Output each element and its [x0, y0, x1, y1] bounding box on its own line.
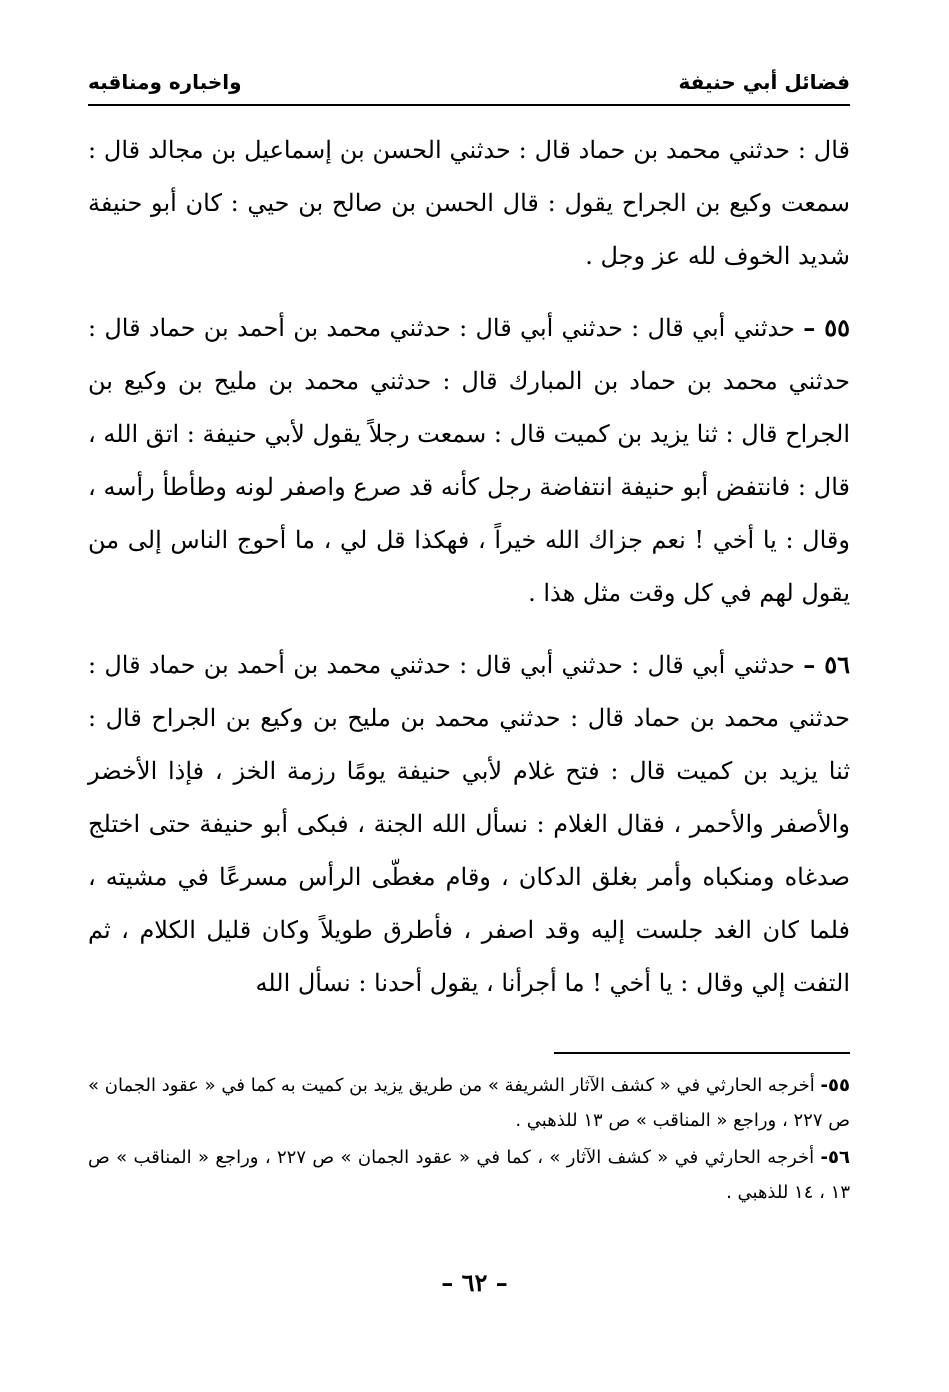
footnotes: [88, 1068, 850, 1212]
footnote-rule: [554, 1052, 850, 1054]
paragraph-number: ٥٦ –: [803, 650, 850, 679]
page-number: – ٦٢ –: [441, 1268, 508, 1297]
main-text: [88, 124, 850, 1028]
paragraph-55: [88, 301, 850, 620]
paragraph-text: حدثني أبي قال : حدثني أبي قال : حدثني محمد بن أحمد بن حماد قال : حدثني محمد بن حماد بن المبارك قال : حدثني محمد بن مليح بن وكيع بن الجراح قال : ثنا يزيد بن كميت قال : سمعت رجلاً يقول لأبي حنيفة : اتق الله ، قال : فانتفض أبو حنيفة انتفاضة رجل كأنه قد صرع واصفر لونه وطأطأ رأسه ، وقال : يا أخي ! نعم جزاك الله خيراً ، فهكذا قل لي ، ما أحوج الناس إلى من يقول لهم في كل وقت مثل هذا .: [88, 314, 850, 607]
footnote-number: ٥٥-: [820, 1075, 850, 1096]
footnote-56: [88, 1140, 850, 1210]
running-header: [88, 66, 850, 100]
paragraph-continued: قال : حدثني محمد بن حماد قال : حدثني الحسن بن إسماعيل بن مجالد قال : سمعت وكيع بن الجراح يقول : قال الحسن بن صالح بن حيي : كان أبو حنيفة شديد الخوف لله عز وجل .: [88, 136, 850, 270]
paragraph-56: [88, 638, 850, 1010]
footnote-text: أخرجه الحارثي في « كشف الآثار الشريفة » من طريق يزيد بن كميت به كما في « عقود الجمان » ص ٢٢٧ ، وراجع « المناقب » ص ١٣ للذهبي .: [88, 1075, 850, 1131]
section-title: واخباره ومناقبه: [88, 70, 242, 94]
paragraph-number: ٥٥ –: [803, 313, 850, 342]
header-rule: [88, 104, 850, 106]
footnote-number: ٥٦-: [820, 1147, 850, 1168]
footnote-text: أخرجه الحارثي في « كشف الآثار » ، كما في « عقود الجمان » ص ٢٢٧ ، وراجع « المناقب » ص ١٣ ، ١٤ للذهبي .: [88, 1147, 850, 1203]
paragraph-text: حدثني أبي قال : حدثني أبي قال : حدثني محمد بن أحمد بن حماد قال : حدثني محمد بن حماد قال : حدثني محمد بن مليح بن وكيع بن الجراح قال : ثنا يزيد بن كميت قال : فتح غلام لأبي حنيفة يومًا رزمة الخز ، فإذا الأخضر والأصفر والأحمر ، فقال الغلام : نسأل الله الجنة ، فبكى أبو حنيفة حتى اختلج صدغاه ومنكباه وأمر بغلق الدكان ، وقام مغطّى الرأس مسرعًا في مشيته ، فلما كان الغد جلست إليه وقد اصفر ، فأطرق طويلاً وكان قليل الكلام ، ثم التفت إلي وقال : يا أخي ! ما أجرأنا ، يقول أحدنا : نسأل الله: [88, 651, 850, 997]
footnote-55: [88, 1068, 850, 1138]
book-title: فضائل أبي حنيفة: [678, 70, 850, 94]
